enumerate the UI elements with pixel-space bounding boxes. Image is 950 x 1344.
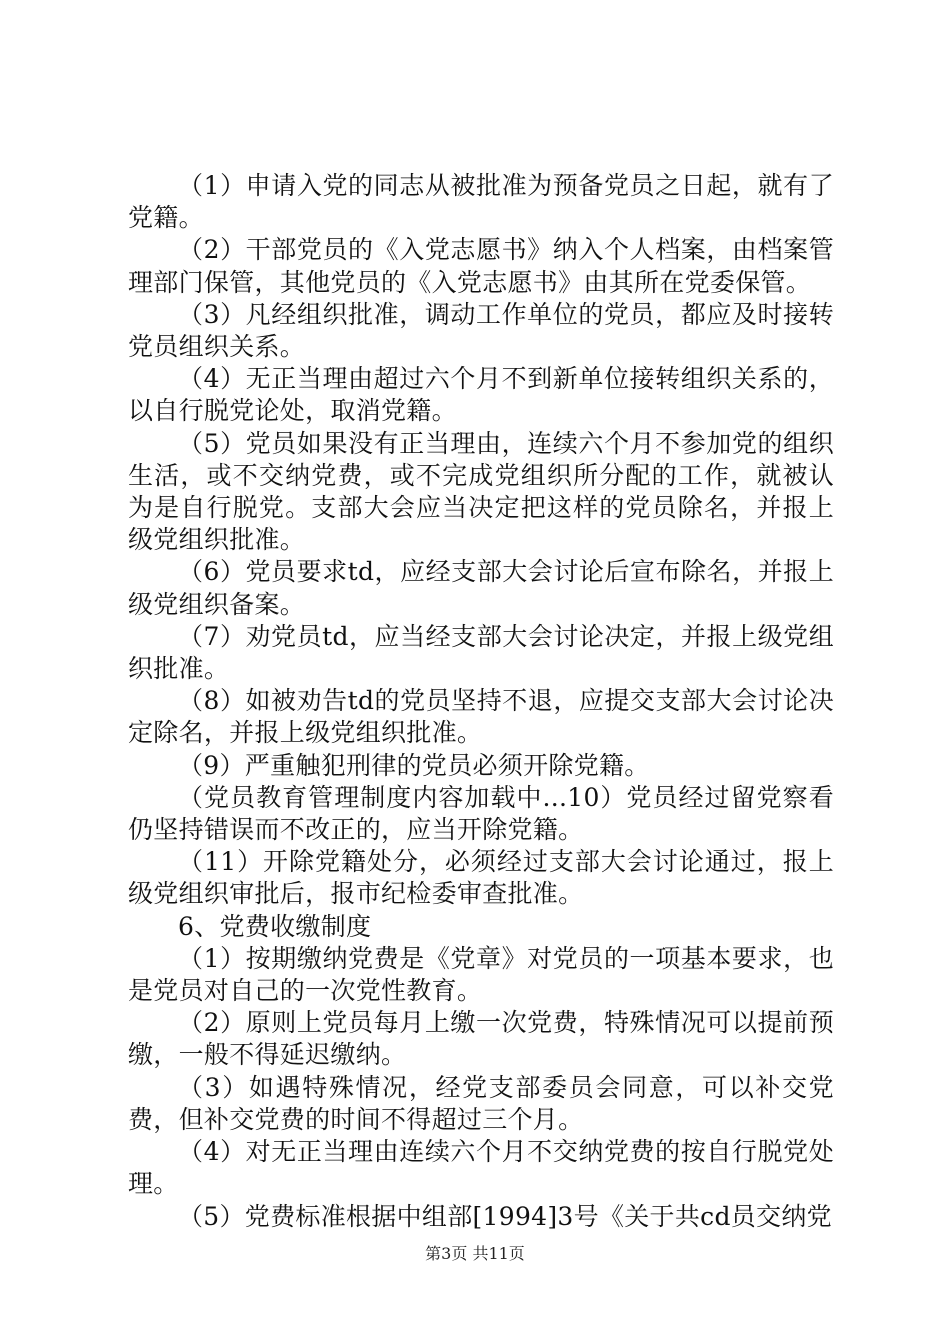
paragraph: （党员教育管理制度内容加载中...10）党员经过留党察看仍坚持错误而不改正的，应当开除党籍。: [128, 782, 834, 845]
paragraph: （3）如遇特殊情况，经党支部委员会同意，可以补交党费，但补交党费的时间不得超过三个月。: [128, 1072, 834, 1134]
paragraph: （5）党员如果没有正当理由，连续六个月不参加党的组织生活，或不交纳党费，或不完成党组织所分配的工作，就被认为是自行脱党。支部大会应当决定把这样的党员除名，并报上级党组织批准。: [128, 428, 834, 555]
paragraph: （4）无正当理由超过六个月不到新单位接转组织关系的，以自行脱党论处，取消党籍。: [128, 364, 834, 426]
section-heading: 6、党费收缴制度: [178, 911, 372, 941]
paragraph: （2）原则上党员每月上缴一次党费，特殊情况可以提前预缴，一般不得延迟缴纳。: [128, 1008, 834, 1070]
document-body: [128, 170, 834, 1233]
paragraph: （6）党员要求td，应经支部大会讨论后宣布除名，并报上级党组织备案。: [128, 557, 834, 619]
paragraph: （1）申请入党的同志从被批准为预备党员之日起，就有了党籍。: [128, 171, 834, 233]
paragraph: （7）劝党员td，应当经支部大会讨论决定，并报上级党组织批准。: [128, 621, 834, 684]
page-footer: 第3页 共11页: [425, 1244, 525, 1263]
paragraph: （4）对无正当理由连续六个月不交纳党费的按自行脱党处理。: [128, 1137, 834, 1199]
paragraph: （3）凡经组织批准，调动工作单位的党员，都应及时接转党员组织关系。: [128, 299, 834, 362]
paragraph: （5）党费标准根据中组部[1994]3号《关于共cd员交纳党: [178, 1201, 832, 1231]
paragraph: （9）严重触犯刑律的党员必须开除党籍。: [178, 750, 650, 780]
paragraph: （2）干部党员的《入党志愿书》纳入个人档案，由档案管理部门保管，其他党员的《入党志愿书》由其所在党委保管。: [128, 235, 834, 297]
paragraph: （1）按期缴纳党费是《党章》对党员的一项基本要求，也是党员对自己的一次党性教育。: [128, 943, 834, 1006]
paragraph: （11）开除党籍处分，必须经过支部大会讨论通过，报上级党组织审批后，报市纪检委审查批准。: [128, 847, 834, 909]
paragraph: （8）如被劝告td的党员坚持不退，应提交支部大会讨论决定除名，并报上级党组织批准。: [128, 686, 834, 748]
